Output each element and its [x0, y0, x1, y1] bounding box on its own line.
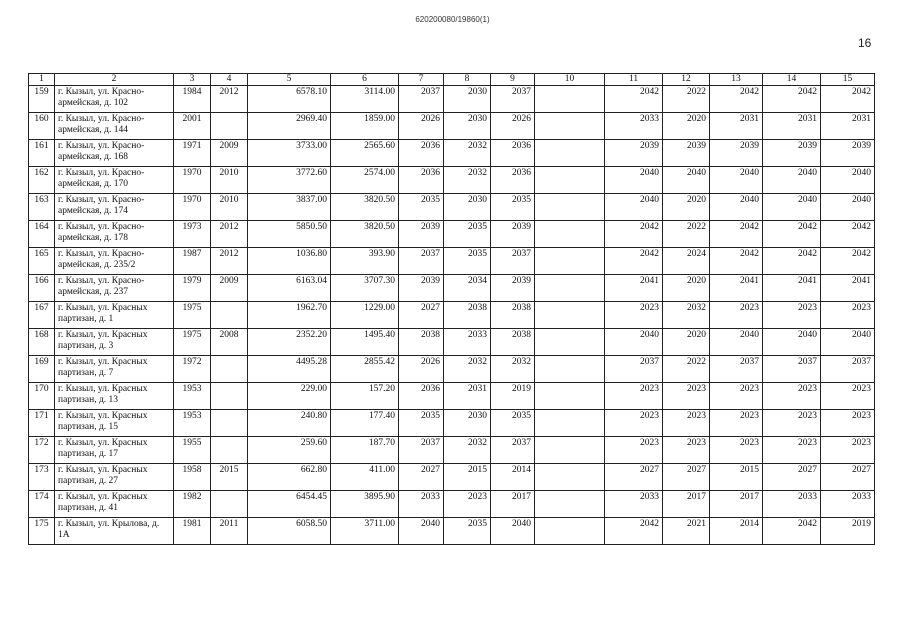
plan-year-cell: 2023: [605, 410, 663, 437]
row-number-cell: 174: [29, 491, 55, 518]
plan-year-cell: 2027: [399, 464, 444, 491]
plan-year-cell: 2033: [821, 491, 875, 518]
total-area-cell: 662.80: [248, 464, 331, 491]
plan-year-cell: 2027: [663, 464, 710, 491]
plan-year-cell: 2037: [821, 356, 875, 383]
plan-year-cell: 2032: [491, 356, 535, 383]
plan-year-cell: 2015: [444, 464, 491, 491]
plan-year-cell: 2027: [399, 302, 444, 329]
housing-register-table: [28, 73, 875, 545]
plan-year-cell: 2022: [663, 86, 710, 113]
column-header: 8: [444, 74, 491, 86]
plan-year-cell: 2036: [399, 140, 444, 167]
build-year-cell: 1953: [174, 410, 211, 437]
total-area-cell: 6058.50: [248, 518, 331, 545]
plan-year-cell: 2019: [491, 383, 535, 410]
total-area-cell: 2969.40: [248, 113, 331, 140]
row-number-cell: 163: [29, 194, 55, 221]
living-area-cell: 3820.50: [331, 194, 399, 221]
living-area-cell: 187.70: [331, 437, 399, 464]
address-cell: г. Кызыл, ул. Красно-армейская, д. 170: [55, 167, 174, 194]
plan-year-cell: 2020: [663, 113, 710, 140]
table-row: [29, 194, 875, 221]
address-cell: г. Кызыл, ул. Красно-армейская, д. 144: [55, 113, 174, 140]
living-area-cell: 3711.00: [331, 518, 399, 545]
living-area-cell: 3707.30: [331, 275, 399, 302]
plan-year-cell: 2039: [763, 140, 821, 167]
repair-year-cell: 2011: [211, 518, 248, 545]
table-row: [29, 437, 875, 464]
plan-year-cell: 2033: [399, 491, 444, 518]
plan-year-cell: 2023: [605, 383, 663, 410]
document-id: 620200080/19860(1): [415, 15, 490, 24]
column-header: 7: [399, 74, 444, 86]
plan-year-cell: 2040: [710, 329, 763, 356]
row-number-cell: 161: [29, 140, 55, 167]
plan-year-cell: 2037: [710, 356, 763, 383]
plan-year-cell: 2033: [605, 113, 663, 140]
plan-year-cell: 2040: [763, 194, 821, 221]
column-header: 13: [710, 74, 763, 86]
plan-year-cell: 2035: [444, 248, 491, 275]
plan-year-cell: 2037: [491, 437, 535, 464]
table-row: [29, 86, 875, 113]
plan-year-cell: 2039: [399, 221, 444, 248]
plan-year-cell: 2039: [491, 275, 535, 302]
plan-year-cell: 2017: [491, 491, 535, 518]
plan-year-cell: 2019: [821, 518, 875, 545]
plan-year-cell: 2039: [710, 140, 763, 167]
plan-year-cell: 2032: [444, 167, 491, 194]
empty-cell: [535, 86, 605, 113]
address-cell: г. Кызыл, ул. Красных партизан, д. 17: [55, 437, 174, 464]
empty-cell: [535, 356, 605, 383]
address-cell: г. Кызыл, ул. Красно-армейская, д. 174: [55, 194, 174, 221]
plan-year-cell: 2040: [763, 329, 821, 356]
plan-year-cell: 2023: [710, 410, 763, 437]
plan-year-cell: 2031: [444, 383, 491, 410]
repair-year-cell: [211, 383, 248, 410]
column-header: 2: [55, 74, 174, 86]
plan-year-cell: 2023: [821, 410, 875, 437]
plan-year-cell: 2015: [710, 464, 763, 491]
plan-year-cell: 2031: [821, 113, 875, 140]
repair-year-cell: 2010: [211, 167, 248, 194]
plan-year-cell: 2040: [491, 518, 535, 545]
table-row: [29, 167, 875, 194]
row-number-cell: 164: [29, 221, 55, 248]
plan-year-cell: 2035: [444, 221, 491, 248]
plan-year-cell: 2014: [710, 518, 763, 545]
plan-year-cell: 2026: [399, 356, 444, 383]
empty-cell: [535, 383, 605, 410]
plan-year-cell: 2039: [663, 140, 710, 167]
plan-year-cell: 2017: [710, 491, 763, 518]
empty-cell: [535, 275, 605, 302]
build-year-cell: 1975: [174, 302, 211, 329]
plan-year-cell: 2023: [763, 302, 821, 329]
plan-year-cell: 2042: [710, 221, 763, 248]
empty-cell: [535, 302, 605, 329]
address-cell: г. Кызыл, ул. Красных партизан, д. 27: [55, 464, 174, 491]
plan-year-cell: 2042: [763, 248, 821, 275]
build-year-cell: 1970: [174, 194, 211, 221]
address-cell: г. Кызыл, ул. Красно-армейская, д. 178: [55, 221, 174, 248]
plan-year-cell: 2032: [444, 437, 491, 464]
plan-year-cell: 2042: [763, 221, 821, 248]
living-area-cell: 393.90: [331, 248, 399, 275]
plan-year-cell: 2033: [605, 491, 663, 518]
total-area-cell: 229.00: [248, 383, 331, 410]
living-area-cell: 2565.60: [331, 140, 399, 167]
repair-year-cell: 2010: [211, 194, 248, 221]
plan-year-cell: 2037: [399, 437, 444, 464]
empty-cell: [535, 248, 605, 275]
address-cell: г. Кызыл, ул. Красных партизан, д. 3: [55, 329, 174, 356]
plan-year-cell: 2035: [399, 194, 444, 221]
row-number-cell: 172: [29, 437, 55, 464]
living-area-cell: 1229.00: [331, 302, 399, 329]
plan-year-cell: 2039: [491, 221, 535, 248]
row-number-cell: 165: [29, 248, 55, 275]
plan-year-cell: 2038: [491, 302, 535, 329]
plan-year-cell: 2031: [710, 113, 763, 140]
plan-year-cell: 2017: [663, 491, 710, 518]
plan-year-cell: 2022: [663, 356, 710, 383]
living-area-cell: 2855.42: [331, 356, 399, 383]
plan-year-cell: 2021: [663, 518, 710, 545]
plan-year-cell: 2032: [663, 302, 710, 329]
plan-year-cell: 2035: [491, 194, 535, 221]
table-row: [29, 302, 875, 329]
column-header: 5: [248, 74, 331, 86]
total-area-cell: 3837.00: [248, 194, 331, 221]
plan-year-cell: 2038: [491, 329, 535, 356]
plan-year-cell: 2040: [710, 167, 763, 194]
plan-year-cell: 2036: [491, 167, 535, 194]
plan-year-cell: 2027: [763, 464, 821, 491]
plan-year-cell: 2040: [399, 518, 444, 545]
column-header: 3: [174, 74, 211, 86]
living-area-cell: 157.20: [331, 383, 399, 410]
address-cell: г. Кызыл, ул. Красно-армейская, д. 235/2: [55, 248, 174, 275]
plan-year-cell: 2027: [605, 464, 663, 491]
total-area-cell: 4495.28: [248, 356, 331, 383]
repair-year-cell: [211, 437, 248, 464]
plan-year-cell: 2023: [605, 437, 663, 464]
row-number-cell: 159: [29, 86, 55, 113]
plan-year-cell: 2023: [821, 383, 875, 410]
row-number-cell: 166: [29, 275, 55, 302]
plan-year-cell: 2033: [763, 491, 821, 518]
plan-year-cell: 2030: [444, 113, 491, 140]
plan-year-cell: 2014: [491, 464, 535, 491]
table-row: [29, 113, 875, 140]
living-area-cell: 3820.50: [331, 221, 399, 248]
plan-year-cell: 2020: [663, 275, 710, 302]
address-cell: г. Кызыл, ул. Красных партизан, д. 41: [55, 491, 174, 518]
living-area-cell: 3895.90: [331, 491, 399, 518]
build-year-cell: 1975: [174, 329, 211, 356]
living-area-cell: 1495.40: [331, 329, 399, 356]
plan-year-cell: 2023: [763, 410, 821, 437]
plan-year-cell: 2034: [444, 275, 491, 302]
empty-cell: [535, 410, 605, 437]
plan-year-cell: 2042: [710, 86, 763, 113]
empty-cell: [535, 491, 605, 518]
empty-cell: [535, 113, 605, 140]
repair-year-cell: [211, 356, 248, 383]
total-area-cell: 259.60: [248, 437, 331, 464]
empty-cell: [535, 437, 605, 464]
living-area-cell: 2574.00: [331, 167, 399, 194]
row-number-cell: 171: [29, 410, 55, 437]
row-number-cell: 167: [29, 302, 55, 329]
address-cell: г. Кызыл, ул. Красных партизан, д. 1: [55, 302, 174, 329]
plan-year-cell: 2023: [710, 383, 763, 410]
plan-year-cell: 2037: [763, 356, 821, 383]
living-area-cell: 411.00: [331, 464, 399, 491]
plan-year-cell: 2042: [710, 248, 763, 275]
empty-cell: [535, 167, 605, 194]
plan-year-cell: 2037: [491, 86, 535, 113]
total-area-cell: 6454.45: [248, 491, 331, 518]
living-area-cell: 1859.00: [331, 113, 399, 140]
plan-year-cell: 2042: [605, 518, 663, 545]
empty-cell: [535, 221, 605, 248]
table-row: [29, 275, 875, 302]
table-row: [29, 464, 875, 491]
plan-year-cell: 2026: [491, 113, 535, 140]
plan-year-cell: 2042: [763, 86, 821, 113]
column-header: 11: [605, 74, 663, 86]
table-row: [29, 140, 875, 167]
plan-year-cell: 2035: [399, 410, 444, 437]
repair-year-cell: [211, 491, 248, 518]
plan-year-cell: 2042: [821, 86, 875, 113]
plan-year-cell: 2032: [444, 356, 491, 383]
total-area-cell: 3733.00: [248, 140, 331, 167]
row-number-cell: 162: [29, 167, 55, 194]
plan-year-cell: 2030: [444, 410, 491, 437]
row-number-cell: 169: [29, 356, 55, 383]
plan-year-cell: 2035: [491, 410, 535, 437]
build-year-cell: 1972: [174, 356, 211, 383]
empty-cell: [535, 518, 605, 545]
plan-year-cell: 2039: [605, 140, 663, 167]
column-header: 15: [821, 74, 875, 86]
plan-year-cell: 2020: [663, 194, 710, 221]
address-cell: г. Кызыл, ул. Красно-армейская, д. 102: [55, 86, 174, 113]
total-area-cell: 3772.60: [248, 167, 331, 194]
plan-year-cell: 2022: [663, 221, 710, 248]
plan-year-cell: 2042: [605, 248, 663, 275]
plan-year-cell: 2023: [605, 302, 663, 329]
plan-year-cell: 2037: [399, 86, 444, 113]
plan-year-cell: 2037: [605, 356, 663, 383]
page-number: 16: [858, 36, 872, 50]
address-cell: г. Кызыл, ул. Красных партизан, д. 13: [55, 383, 174, 410]
total-area-cell: 1962.70: [248, 302, 331, 329]
table-row: [29, 329, 875, 356]
plan-year-cell: 2041: [605, 275, 663, 302]
plan-year-cell: 2023: [710, 302, 763, 329]
living-area-cell: 3114.00: [331, 86, 399, 113]
plan-year-cell: 2042: [821, 221, 875, 248]
address-cell: г. Кызыл, ул. Красных партизан, д. 7: [55, 356, 174, 383]
build-year-cell: 1971: [174, 140, 211, 167]
table-body: [29, 86, 875, 545]
table-row: [29, 518, 875, 545]
plan-year-cell: 2023: [663, 410, 710, 437]
row-number-cell: 175: [29, 518, 55, 545]
plan-year-cell: 2033: [444, 329, 491, 356]
plan-year-cell: 2024: [663, 248, 710, 275]
table-row: [29, 221, 875, 248]
plan-year-cell: 2040: [605, 167, 663, 194]
plan-year-cell: 2023: [763, 383, 821, 410]
repair-year-cell: 2008: [211, 329, 248, 356]
address-cell: г. Кызыл, ул. Красно-армейская, д. 168: [55, 140, 174, 167]
total-area-cell: 6163.04: [248, 275, 331, 302]
column-header: 1: [29, 74, 55, 86]
plan-year-cell: 2040: [821, 329, 875, 356]
build-year-cell: 1981: [174, 518, 211, 545]
plan-year-cell: 2027: [821, 464, 875, 491]
plan-year-cell: 2030: [444, 194, 491, 221]
column-header: 10: [535, 74, 605, 86]
row-number-cell: 173: [29, 464, 55, 491]
table-row: [29, 491, 875, 518]
plan-year-cell: 2038: [444, 302, 491, 329]
plan-year-cell: 2040: [710, 194, 763, 221]
plan-year-cell: 2031: [763, 113, 821, 140]
plan-year-cell: 2040: [605, 194, 663, 221]
build-year-cell: 1953: [174, 383, 211, 410]
plan-year-cell: 2037: [491, 248, 535, 275]
repair-year-cell: 2012: [211, 86, 248, 113]
build-year-cell: 1987: [174, 248, 211, 275]
plan-year-cell: 2035: [444, 518, 491, 545]
plan-year-cell: 2041: [763, 275, 821, 302]
build-year-cell: 1958: [174, 464, 211, 491]
plan-year-cell: 2023: [821, 302, 875, 329]
plan-year-cell: 2023: [821, 437, 875, 464]
empty-cell: [535, 329, 605, 356]
plan-year-cell: 2042: [605, 86, 663, 113]
plan-year-cell: 2042: [763, 518, 821, 545]
plan-year-cell: 2023: [663, 437, 710, 464]
plan-year-cell: 2023: [444, 491, 491, 518]
plan-year-cell: 2023: [763, 437, 821, 464]
plan-year-cell: 2026: [399, 113, 444, 140]
build-year-cell: 2001: [174, 113, 211, 140]
row-number-cell: 160: [29, 113, 55, 140]
repair-year-cell: [211, 410, 248, 437]
living-area-cell: 177.40: [331, 410, 399, 437]
total-area-cell: 240.80: [248, 410, 331, 437]
table-row: [29, 383, 875, 410]
build-year-cell: 1984: [174, 86, 211, 113]
build-year-cell: 1970: [174, 167, 211, 194]
address-cell: г. Кызыл, ул. Крылова, д. 1А: [55, 518, 174, 545]
column-header: 12: [663, 74, 710, 86]
table-row: [29, 248, 875, 275]
build-year-cell: 1955: [174, 437, 211, 464]
build-year-cell: 1982: [174, 491, 211, 518]
plan-year-cell: 2036: [399, 383, 444, 410]
column-header: 6: [331, 74, 399, 86]
plan-year-cell: 2038: [399, 329, 444, 356]
plan-year-cell: 2036: [399, 167, 444, 194]
total-area-cell: 2352.20: [248, 329, 331, 356]
plan-year-cell: 2037: [399, 248, 444, 275]
empty-cell: [535, 464, 605, 491]
plan-year-cell: 2023: [710, 437, 763, 464]
repair-year-cell: 2012: [211, 221, 248, 248]
plan-year-cell: 2041: [710, 275, 763, 302]
plan-year-cell: 2020: [663, 329, 710, 356]
plan-year-cell: 2040: [605, 329, 663, 356]
repair-year-cell: 2012: [211, 248, 248, 275]
plan-year-cell: 2040: [663, 167, 710, 194]
plan-year-cell: 2032: [444, 140, 491, 167]
plan-year-cell: 2042: [605, 221, 663, 248]
column-header: 4: [211, 74, 248, 86]
column-header: 14: [763, 74, 821, 86]
plan-year-cell: 2041: [821, 275, 875, 302]
plan-year-cell: 2040: [763, 167, 821, 194]
row-number-cell: 170: [29, 383, 55, 410]
column-header: 9: [491, 74, 535, 86]
header-row: [29, 74, 875, 86]
build-year-cell: 1979: [174, 275, 211, 302]
row-number-cell: 168: [29, 329, 55, 356]
total-area-cell: 6578.10: [248, 86, 331, 113]
plan-year-cell: 2039: [399, 275, 444, 302]
plan-year-cell: 2040: [821, 167, 875, 194]
plan-year-cell: 2040: [821, 194, 875, 221]
table-row: [29, 410, 875, 437]
repair-year-cell: 2009: [211, 140, 248, 167]
repair-year-cell: [211, 302, 248, 329]
plan-year-cell: 2039: [821, 140, 875, 167]
empty-cell: [535, 140, 605, 167]
repair-year-cell: 2009: [211, 275, 248, 302]
total-area-cell: 1036.80: [248, 248, 331, 275]
table-row: [29, 356, 875, 383]
empty-cell: [535, 194, 605, 221]
address-cell: г. Кызыл, ул. Красных партизан, д. 15: [55, 410, 174, 437]
total-area-cell: 5850.50: [248, 221, 331, 248]
build-year-cell: 1973: [174, 221, 211, 248]
plan-year-cell: 2030: [444, 86, 491, 113]
plan-year-cell: 2042: [821, 248, 875, 275]
repair-year-cell: 2015: [211, 464, 248, 491]
plan-year-cell: 2023: [663, 383, 710, 410]
address-cell: г. Кызыл, ул. Красно-армейская, д. 237: [55, 275, 174, 302]
repair-year-cell: [211, 113, 248, 140]
plan-year-cell: 2036: [491, 140, 535, 167]
